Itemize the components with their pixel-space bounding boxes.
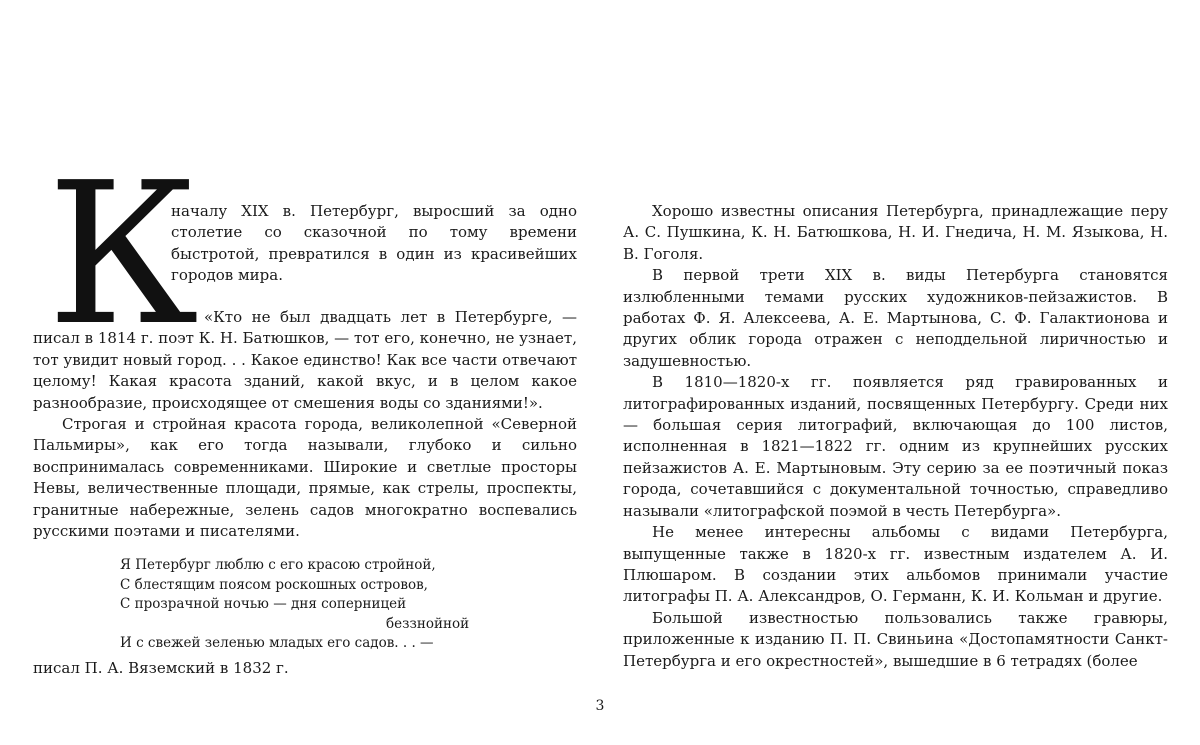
verse-block <box>120 556 577 654</box>
quote-paragraph: «Кто не был двадцать лет в Петербурге, — писал в 1814 г. поэт К. Н. Батюшков, — тот его, конечно, не узнает, тот увидит новый город. . . Какое единство! Как все части отвечают целому! Какая красота зданий, какой вкус, и в целом какое разнообразие, происходящее от смешения воды со зданиями!». <box>33 308 577 412</box>
verse-attribution: писал П. А. Вяземский в 1832 г. <box>33 658 289 677</box>
right-column <box>623 201 1168 672</box>
paragraph: Строгая и стройная красота города, великолепной «Северной Пальмиры», как его тогда называли, глубоко и сильно воспринималась современниками. Широкие и светлые просторы Невы, величественные площади, прямые, как стрелы, проспекты, гранитные набережные, зелень садов многократно воспевались русскими поэтами и писателями. <box>33 415 577 541</box>
verse-line: Я Петербург люблю с его красою стройной, <box>120 557 436 574</box>
verse-line: С прозрачной ночью — дня соперницей <box>120 596 407 613</box>
paragraph: Хорошо известны описания Петербурга, принадлежащие перу А. С. Пушкина, К. Н. Батюшкова, Н. И. Гнедича, Н. М. Языкова, Н. В. Гоголя. <box>623 202 1168 263</box>
page-number: 3 <box>595 698 605 714</box>
paragraph: В 1810—1820-х гг. появляется ряд гравированных и литографированных изданий, посвященных Петербургу. Среди них — большая серия литографий, включающая до 100 листов, исполненная в 1821—1822 гг. одним из крупнейших русских пейзажистов А. Е. Мартыновым. Эту серию за ее поэтичный показ города, сочетавшийся с документальной точностью, справедливо называли «литографской поэмой в честь Петербурга». <box>623 373 1168 520</box>
verse-line: С блестящим поясом роскошных островов, <box>120 576 428 593</box>
left-column <box>33 141 577 679</box>
verse-line: И с свежей зеленью младых его садов. . . — <box>120 635 434 652</box>
verse-line: беззнойной <box>386 615 470 632</box>
opening-paragraph: началу XIX в. Петербург, выросший за одно столетие со сказочной по тому времени быстротой, превратился в один из красивейших городов мира. <box>171 202 577 285</box>
drop-cap: К <box>47 141 199 369</box>
paragraph: В первой трети XIX в. виды Петербурга становятся излюбленными темами русских художников-пейзажистов. В работах Ф. Я. Алексеева, А. Е. Мартынова, С. Ф. Галактионова и других облик города отражен с неподдельной лиричностью и задушевностью. <box>623 266 1168 370</box>
paragraph: Не менее интересны альбомы с видами Петербурга, выпущенные также в 1820-х гг. известным издателем А. И. Плюшаром. В создании этих альбомов принимали участие литографы П. А. Александров, О. Германн, К. И. Кольман и другие. <box>623 523 1168 606</box>
paragraph: Большой известностью пользовались также гравюры, приложенные к изданию П. П. Свиньина «Достопамятности Санкт-Петербурга и его окрестностей», вышедшие в 6 тетрадях (более <box>623 608 1168 670</box>
